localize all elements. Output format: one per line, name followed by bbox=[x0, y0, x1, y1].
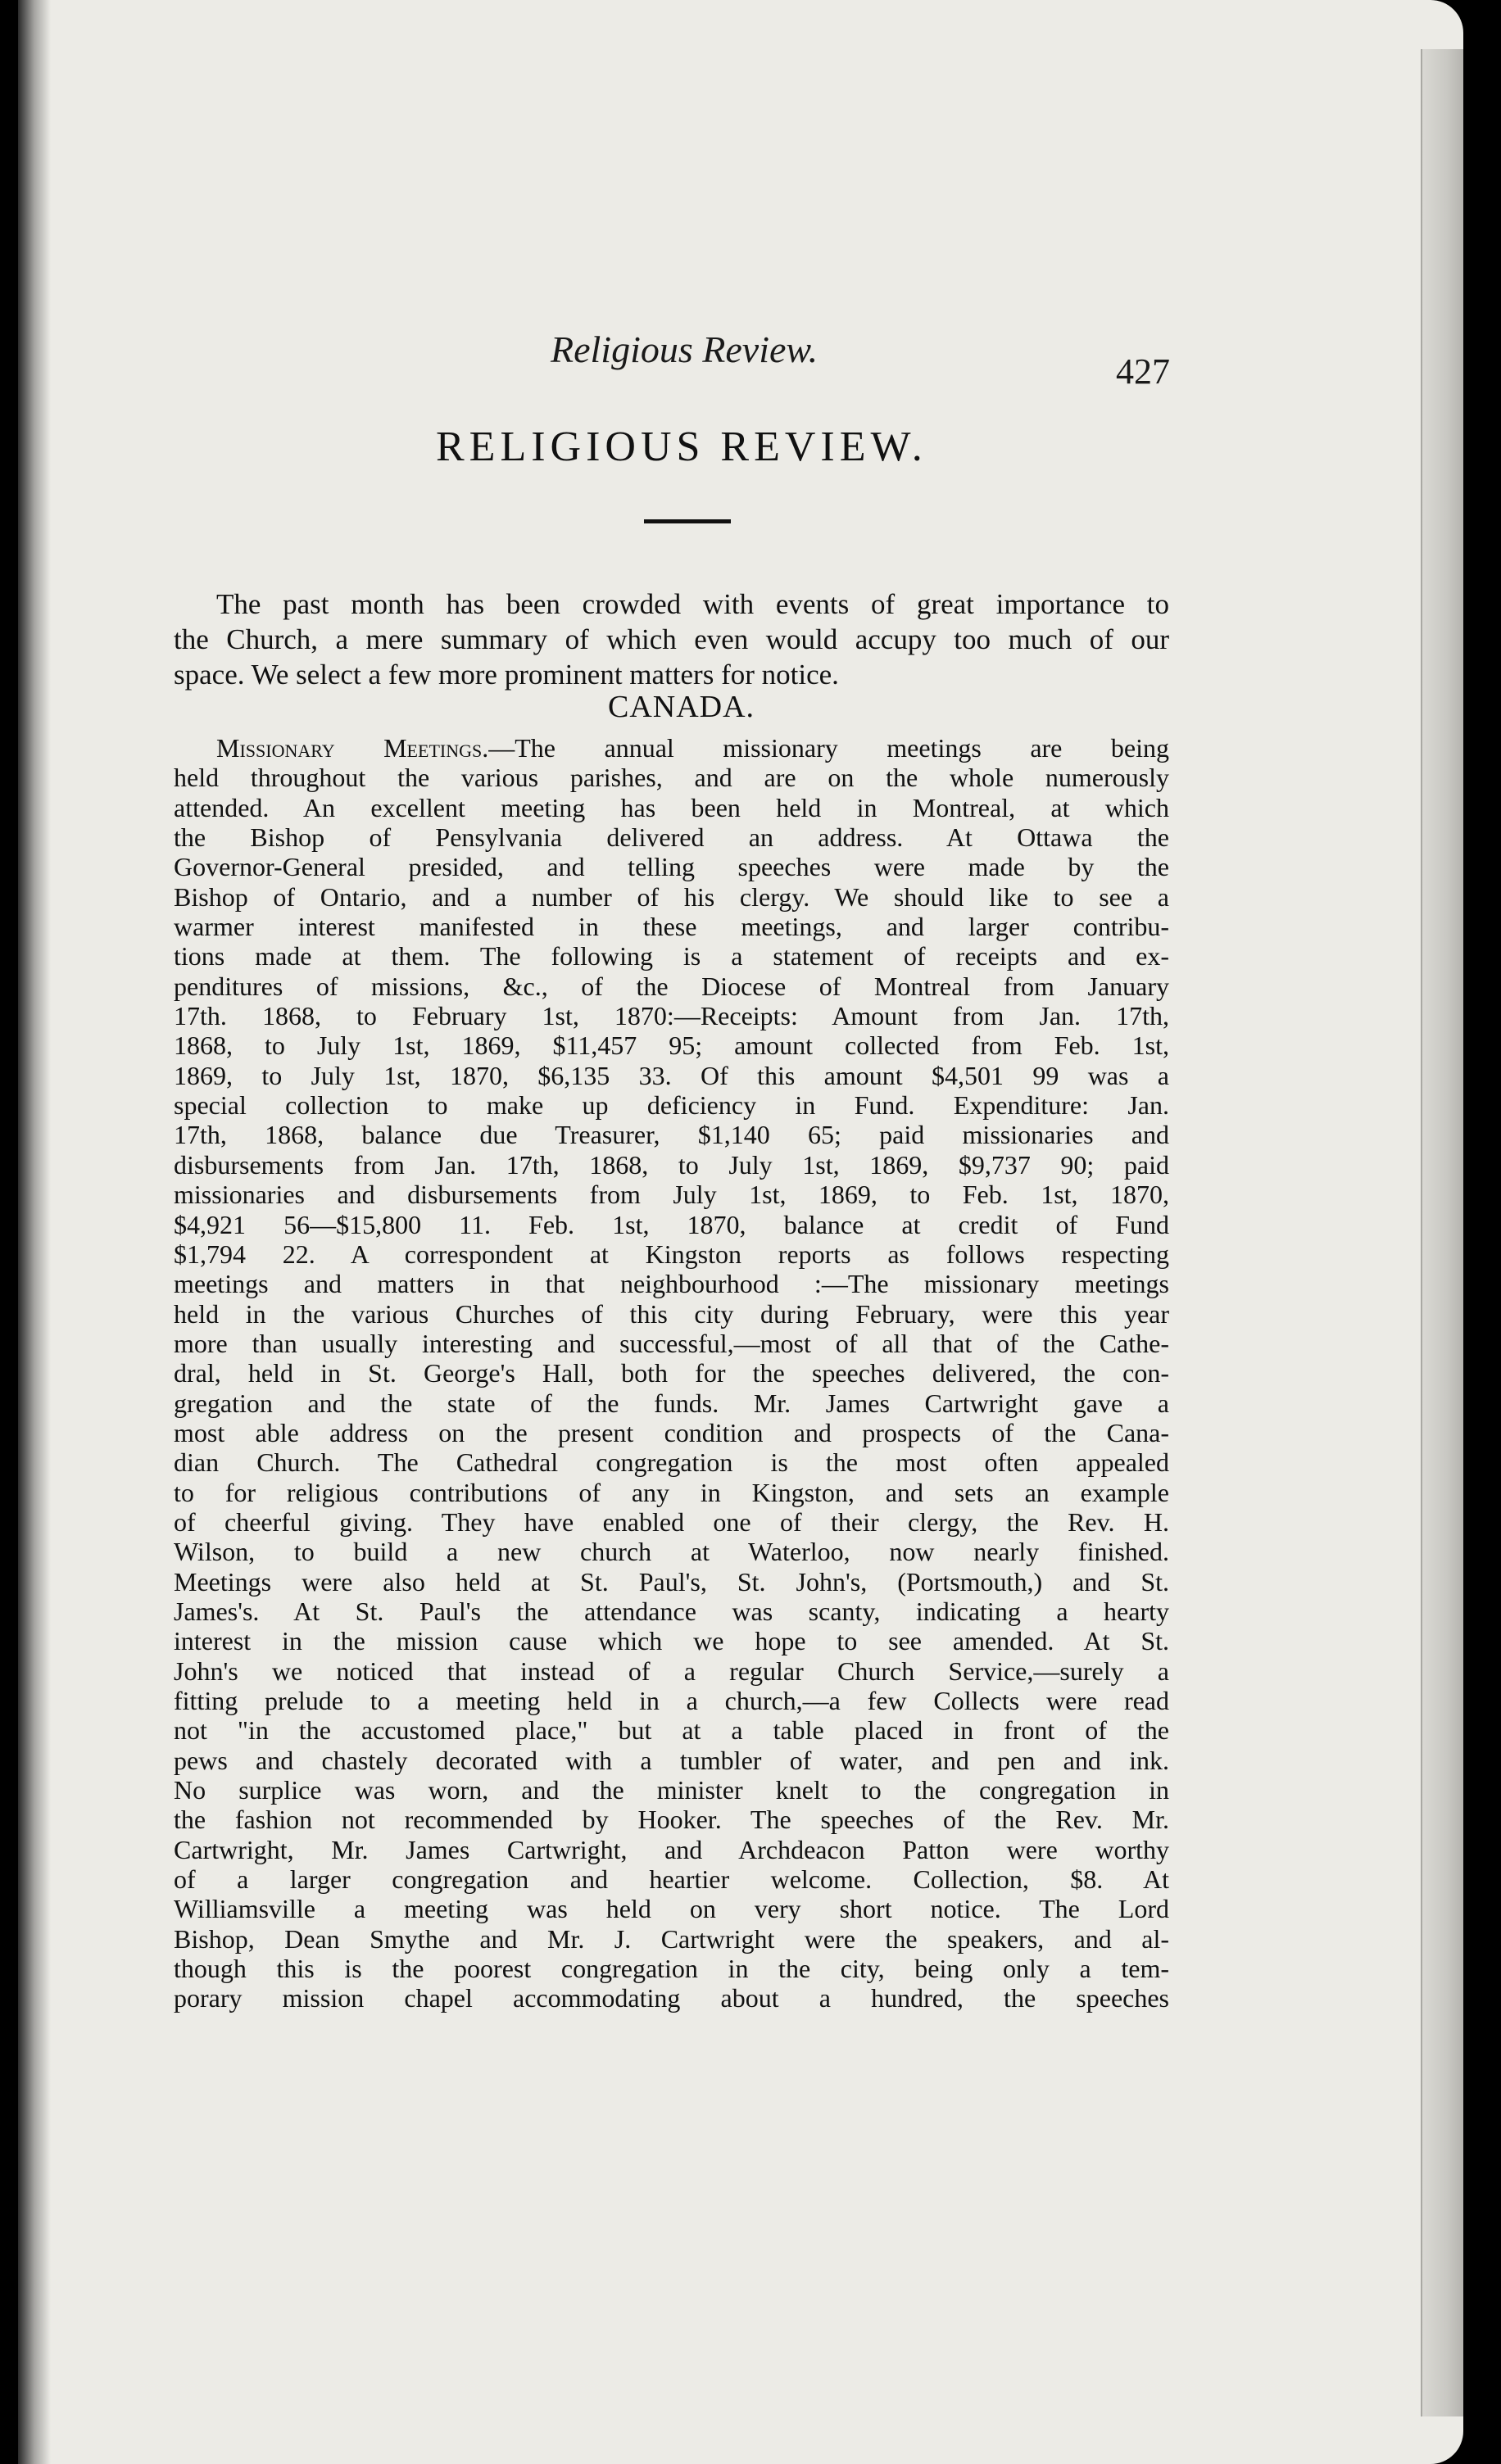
article-line: most able address on the present condition and prospects of the Cana- bbox=[174, 1417, 1169, 1447]
article-line: porary mission chapel accommodating about a hundred, the speeches bbox=[174, 1983, 1169, 2013]
article-line: 1869, to July 1st, 1870, $6,135 33. Of this amount $4,501 99 was a bbox=[174, 1060, 1169, 1090]
article-line: missionaries and disbursements from July 1st, 1869, to Feb. 1st, 1870, bbox=[174, 1180, 1169, 1210]
article-line: interest in the mission cause which we hope to see amended. At St. bbox=[174, 1626, 1169, 1656]
article-line: attended. An excellent meeting has been held in Montreal, at which bbox=[174, 792, 1169, 822]
article-line: of cheerful giving. They have enabled one of their clergy, the Rev. H. bbox=[174, 1506, 1169, 1537]
article-line: tions made at them. The following is a statement of receipts and ex- bbox=[174, 941, 1169, 972]
title-rule bbox=[644, 519, 731, 523]
article-line: Bishop, Dean Smythe and Mr. J. Cartwright were the speakers, and al- bbox=[174, 1923, 1169, 1954]
article-line: fitting prelude to a meeting held in a church,—a few Collects were read bbox=[174, 1686, 1169, 1715]
article-line: $4,921 56—$15,800 11. Feb. 1st, 1870, balance at credit of Fund bbox=[174, 1209, 1169, 1239]
section-title: RELIGIOUS REVIEW. bbox=[436, 424, 927, 470]
intro-line: The past month has been crowded with events of great importance to bbox=[216, 588, 1169, 620]
article-line: meetings and matters in that neighbourhood :—The missionary meetings bbox=[174, 1269, 1169, 1299]
article-line: to for religious contributions of any in Kingston, and sets an example bbox=[174, 1477, 1169, 1507]
article-line: disbursements from Jan. 17th, 1868, to July 1st, 1869, $9,737 90; paid bbox=[174, 1149, 1169, 1180]
article-line: more than usually interesting and successful,—most of all that of the Cathe- bbox=[174, 1328, 1169, 1358]
book-page bbox=[18, 0, 1463, 2464]
article-line: special collection to make up deficiency in Fund. Expenditure: Jan. bbox=[174, 1090, 1169, 1121]
article-line: Cartwright, Mr. James Cartwright, and Archdeacon Patton were worthy bbox=[174, 1834, 1169, 1864]
article-line: the Bishop of Pensylvania delivered an address. At Ottawa the bbox=[174, 822, 1169, 853]
article-line: held throughout the various parishes, and are on the whole numerously bbox=[174, 763, 1169, 793]
article-line: Bishop of Ontario, and a number of his clergy. We should like to see a bbox=[174, 881, 1169, 912]
page-edge-stack bbox=[1421, 49, 1463, 2416]
article-line: $1,794 22. A correspondent at Kingston reports as follows respecting bbox=[174, 1239, 1169, 1269]
binding-shadow bbox=[18, 0, 51, 2464]
article-lead-in: Missionary Meetings. bbox=[216, 733, 489, 763]
page-number: 427 bbox=[1116, 351, 1170, 392]
article-line: held in the various Churches of this city during February, were this year bbox=[174, 1298, 1169, 1329]
subheading-canada: CANADA. bbox=[608, 690, 755, 724]
article-line: 17th, 1868, balance due Treasurer, $1,140 65; paid missionaries and bbox=[174, 1120, 1169, 1150]
article-line: Governor-General presided, and telling speeches were made by the bbox=[174, 852, 1169, 882]
intro-paragraph bbox=[174, 587, 1169, 692]
article-line: gregation and the state of the funds. Mr. James Cartwright gave a bbox=[174, 1388, 1169, 1418]
article-line: not "in the accustomed place," but at a table placed in front of the bbox=[174, 1715, 1169, 1746]
article-paragraph bbox=[174, 733, 1169, 2013]
article-line: the fashion not recommended by Hooker. The speeches of the Rev. Mr. bbox=[174, 1805, 1169, 1835]
article-line: James's. At St. Paul's the attendance was scanty, indicating a hearty bbox=[174, 1596, 1169, 1626]
article-line: John's we noticed that instead of a regular Church Service,—surely a bbox=[174, 1656, 1169, 1686]
article-line: pews and chastely decorated with a tumbler of water, and pen and ink. bbox=[174, 1745, 1169, 1775]
article-line: warmer interest manifested in these meetings, and larger contribu- bbox=[174, 912, 1169, 942]
article-line: though this is the poorest congregation in the city, being only a tem- bbox=[174, 1954, 1169, 1984]
article-line: —The annual missionary meetings are being bbox=[488, 733, 1169, 763]
article-line: 17th. 1868, to February 1st, 1870:—Receipts: Amount from Jan. 17th, bbox=[174, 1001, 1169, 1031]
intro-line: space. We select a few more prominent matters for notice. bbox=[174, 659, 839, 691]
running-head: Religious Review. bbox=[551, 328, 819, 370]
article-line: dral, held in St. George's Hall, both for the speeches delivered, the con- bbox=[174, 1358, 1169, 1388]
intro-line: the Church, a mere summary of which even would accupy too much of our bbox=[174, 623, 1169, 655]
article-first-line bbox=[174, 733, 1169, 763]
article-line: penditures of missions, &c., of the Diocese of Montreal from January bbox=[174, 971, 1169, 1001]
article-line: dian Church. The Cathedral congregation is the most often appealed bbox=[174, 1447, 1169, 1478]
article-line: No surplice was worn, and the minister knelt to the congregation in bbox=[174, 1775, 1169, 1805]
article-line: 1868, to July 1st, 1869, $11,457 95; amount collected from Feb. 1st, bbox=[174, 1030, 1169, 1061]
article-line: Meetings were also held at St. Paul's, St. John's, (Portsmouth,) and St. bbox=[174, 1566, 1169, 1597]
article-line: Wilson, to build a new church at Waterloo, now nearly finished. bbox=[174, 1537, 1169, 1567]
article-line: of a larger congregation and heartier welcome. Collection, $8. At bbox=[174, 1864, 1169, 1895]
article-line: Williamsville a meeting was held on very short notice. The Lord bbox=[174, 1894, 1169, 1924]
